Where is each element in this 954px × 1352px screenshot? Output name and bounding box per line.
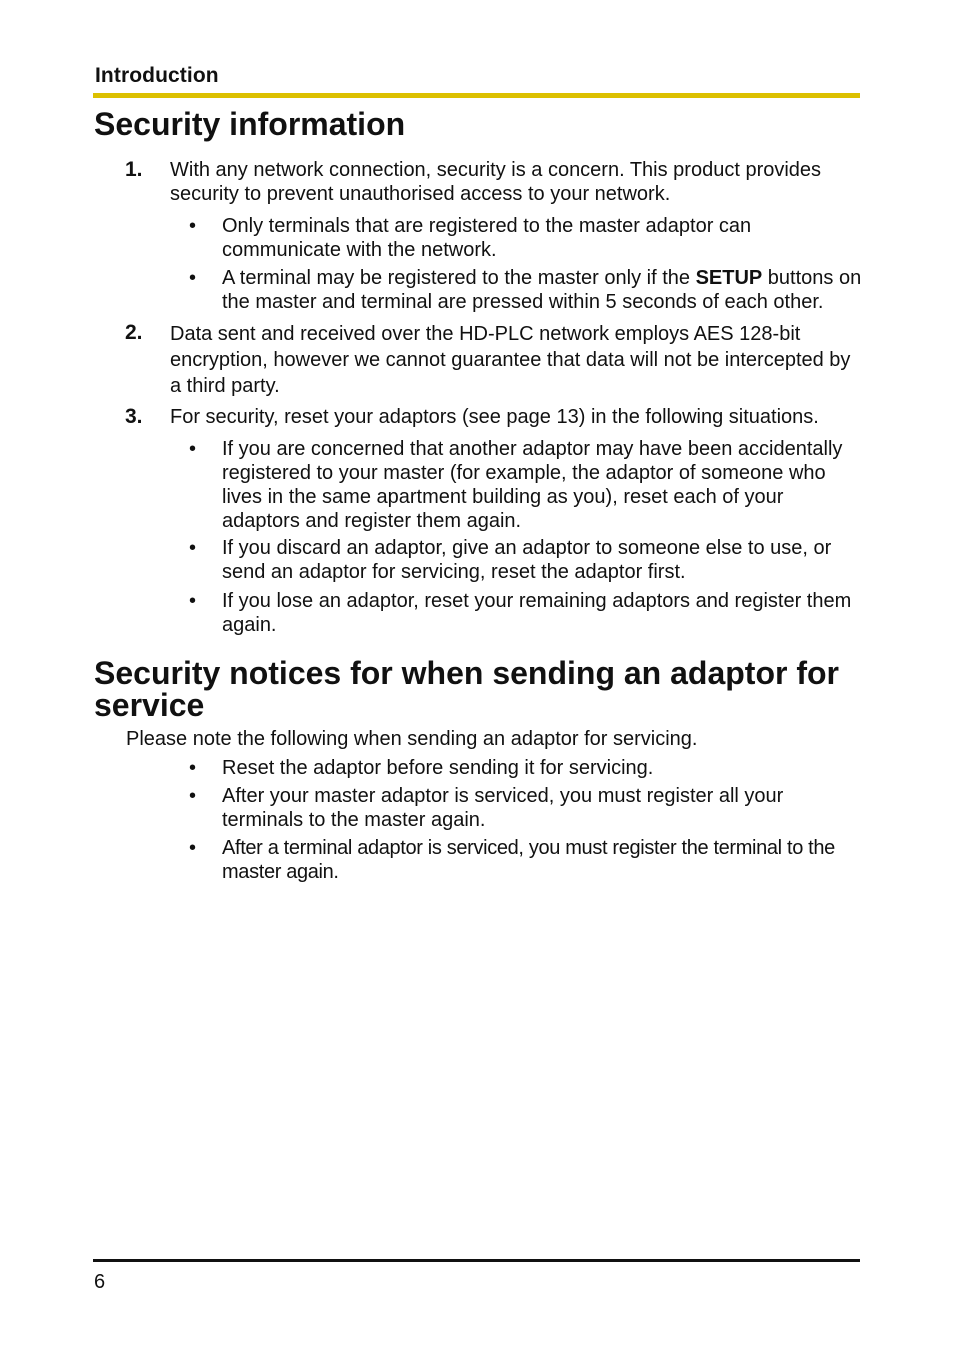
section-title: Security notices for when sending an adaptor for service <box>94 655 839 723</box>
bullet-text: Only terminals that are registered to the master adaptor can communicate with the network. <box>222 215 752 261</box>
header-rule <box>93 93 860 98</box>
bullet-icon: • <box>189 837 197 859</box>
bullet-icon: • <box>189 438 197 460</box>
bullet-text: If you discard an adaptor, give an adaptor to someone else to use, or send an adaptor for servicing, reset the adaptor first. <box>222 537 832 583</box>
manual-page <box>93 0 860 1352</box>
bullet-text <box>222 266 862 314</box>
section-intro: Please note the following when sending an adaptor for servicing. <box>126 728 698 750</box>
item-number: 2. <box>125 321 143 344</box>
bullet-icon: • <box>189 215 197 237</box>
footer-rule <box>93 1259 860 1262</box>
bullet-text: If you lose an adaptor, reset your remaining adaptors and register them again. <box>222 590 852 636</box>
item-number: 3. <box>125 405 143 428</box>
bullet-icon: • <box>189 757 197 779</box>
item-text: Data sent and received over the HD-PLC network employs AES 128-bit encryption, however we cannot guarantee that data will not be intercepted by a third party. <box>170 323 851 397</box>
bullet-text: Reset the adaptor before sending it for servicing. <box>222 757 654 779</box>
bullet-text-before: A terminal may be registered to the master only if the <box>222 267 696 289</box>
page-number: 6 <box>94 1271 106 1293</box>
setup-button-label: SETUP <box>695 267 763 289</box>
bullet-icon: • <box>189 267 197 289</box>
bullet-text: If you are concerned that another adaptor may have been accidentally registered to your master (for example, the adaptor of someone who lives in the same apartment building as you), reset each of your adaptors and register them again. <box>222 438 843 532</box>
item-text: For security, reset your adaptors (see page 13) in the following situations. <box>170 406 819 428</box>
bullet-icon: • <box>189 590 197 612</box>
bullet-text: After your master adaptor is serviced, you must register all your terminals to the master again. <box>222 785 784 831</box>
bullet-text-after: buttons on the master and terminal are pressed within 5 seconds of each other. <box>222 267 862 313</box>
section-label: Introduction <box>95 64 219 87</box>
bullet-text: After a terminal adaptor is serviced, you must register the terminal to the master again. <box>222 837 835 883</box>
bullet-icon: • <box>189 537 197 559</box>
bullet-icon: • <box>189 785 197 807</box>
item-number: 1. <box>125 158 143 181</box>
item-text: With any network connection, security is a concern. This product provides security to prevent unauthorised access to your network. <box>170 159 822 205</box>
page-title: Security information <box>94 106 406 142</box>
